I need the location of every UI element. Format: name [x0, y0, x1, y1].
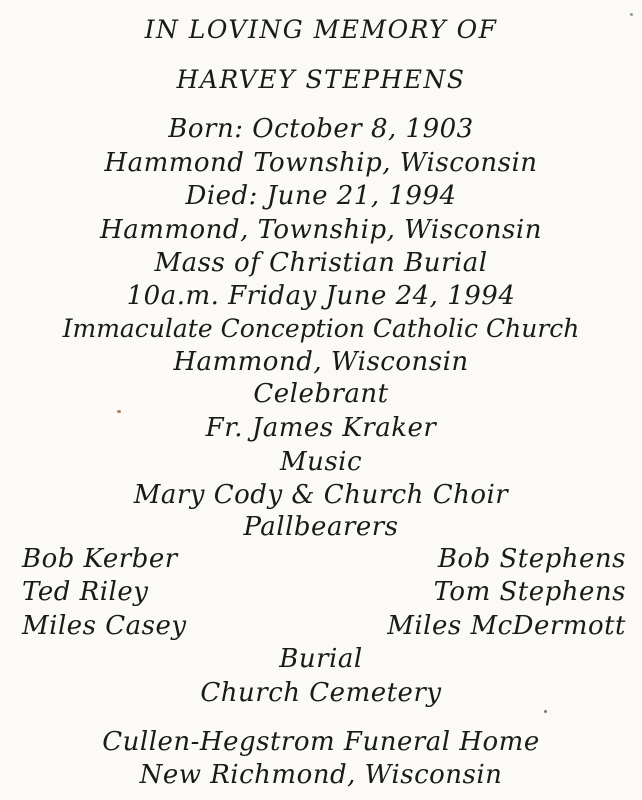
burial-place: Church Cemetery — [200, 678, 442, 708]
born-place: Hammond Township, Wisconsin — [104, 148, 538, 178]
church-name: Immaculate Conception Catholic Church — [62, 314, 580, 343]
celebrant-label: Celebrant — [253, 379, 389, 409]
died-date: Died: June 21, 1994 — [185, 181, 457, 211]
celebrant-name: Fr. James Kraker — [205, 413, 437, 443]
pallbearer-left-3: Miles Casey — [22, 611, 187, 641]
service-title: Mass of Christian Burial — [154, 248, 488, 278]
pallbearer-left-1: Bob Kerber — [22, 544, 178, 574]
pallbearer-left-2: Ted Riley — [22, 577, 149, 607]
music-label: Music — [279, 447, 363, 477]
pallbearer-right-2: Tom Stephens — [433, 577, 626, 607]
paper-speck — [630, 13, 633, 16]
burial-label: Burial — [279, 644, 363, 674]
born-date: Born: October 8, 1903 — [168, 114, 474, 144]
pallbearer-right-3: Miles McDermott — [387, 611, 626, 641]
pallbearer-right-1: Bob Stephens — [437, 544, 626, 574]
pallbearers-label: Pallbearers — [243, 512, 399, 542]
died-place: Hammond, Township, Wisconsin — [100, 215, 542, 245]
paper-speck — [544, 710, 547, 713]
heading-line-2: HARVEY STEPHENS — [176, 65, 466, 94]
heading-line-1: IN LOVING MEMORY OF — [144, 15, 498, 44]
funeral-home: Cullen-Hegstrom Funeral Home — [102, 727, 540, 757]
funeral-home-place: New Richmond, Wisconsin — [139, 760, 503, 790]
church-place: Hammond, Wisconsin — [173, 347, 469, 377]
paper-speck — [117, 410, 121, 413]
service-time: 10a.m. Friday June 24, 1994 — [126, 281, 516, 311]
music-name: Mary Cody & Church Choir — [133, 480, 509, 510]
